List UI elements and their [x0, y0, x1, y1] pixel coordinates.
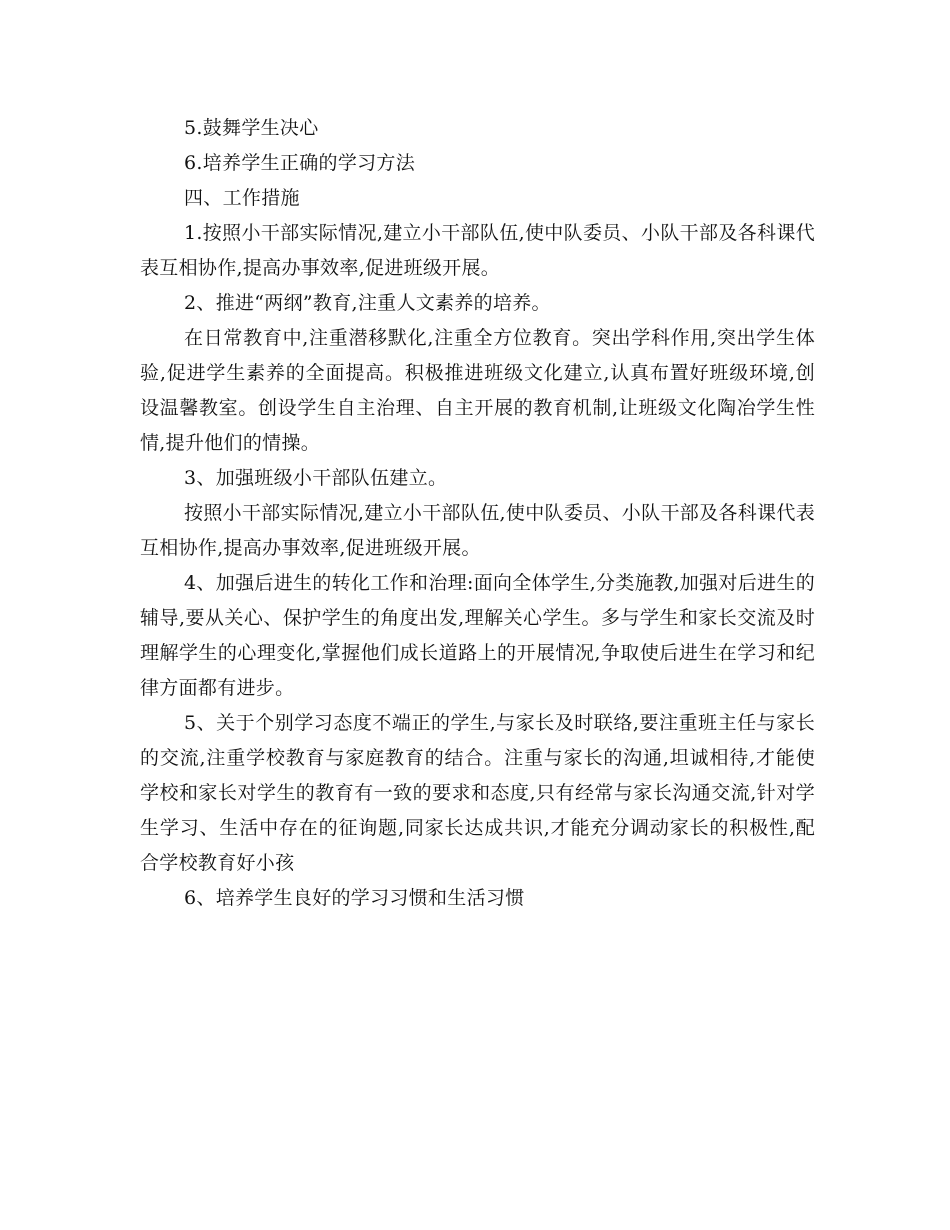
paragraph: 在日常教育中,注重潜移默化,注重全方位教育。突出学科作用,突出学生体验,促进学生素养的全面提高。积极推进班级文化建立,认真布置好班级环境,创设温馨教室。创设学生自主治理、自主开展的教育机制,让班级文化陶冶学生性情,提升他们的情操。 [140, 327, 815, 454]
paragraph: 5.鼓舞学生决心 [184, 117, 319, 139]
paragraph: 2、推进“两纲”教育,注重人文素养的培养。 [184, 292, 551, 314]
section-heading: 四、工作措施 [184, 187, 300, 209]
paragraph: 3、加强班级小干部队伍建立。 [184, 467, 448, 489]
paragraph: 6、培养学生良好的学习习惯和生活习惯 [184, 887, 525, 909]
paragraph: 4、加强后进生的转化工作和治理:面向全体学生,分类施教,加强对后进生的辅导,要从关心、保护学生的角度出发,理解关心学生。多与学生和家长交流及时理解学生的心理变化,掌握他们成长道路上的开展情况,争取使后进生在学习和纪律方面都有进步。 [140, 572, 815, 699]
paragraph: 6.培养学生正确的学习方法 [184, 152, 416, 174]
paragraph: 5、关于个别学习态度不端正的学生,与家长及时联络,要注重班主任与家长的交流,注重学校教育与家庭教育的结合。注重与家长的沟通,坦诚相待,才能使学校和家长对学生的教育有一致的要求和态度,只有经常与家长沟通交流,针对学生学习、生活中存在的征询题,同家长达成共识,才能充分调动家长的积极性,配合学校教育好小孩 [140, 712, 815, 874]
document-body [140, 111, 815, 916]
paragraph: 按照小干部实际情况,建立小干部队伍,使中队委员、小队干部及各科课代表互相协作,提高办事效率,促进班级开展。 [140, 502, 815, 559]
paragraph: 1.按照小干部实际情况,建立小干部队伍,使中队委员、小队干部及各科课代表互相协作,提高办事效率,促进班级开展。 [140, 222, 815, 279]
